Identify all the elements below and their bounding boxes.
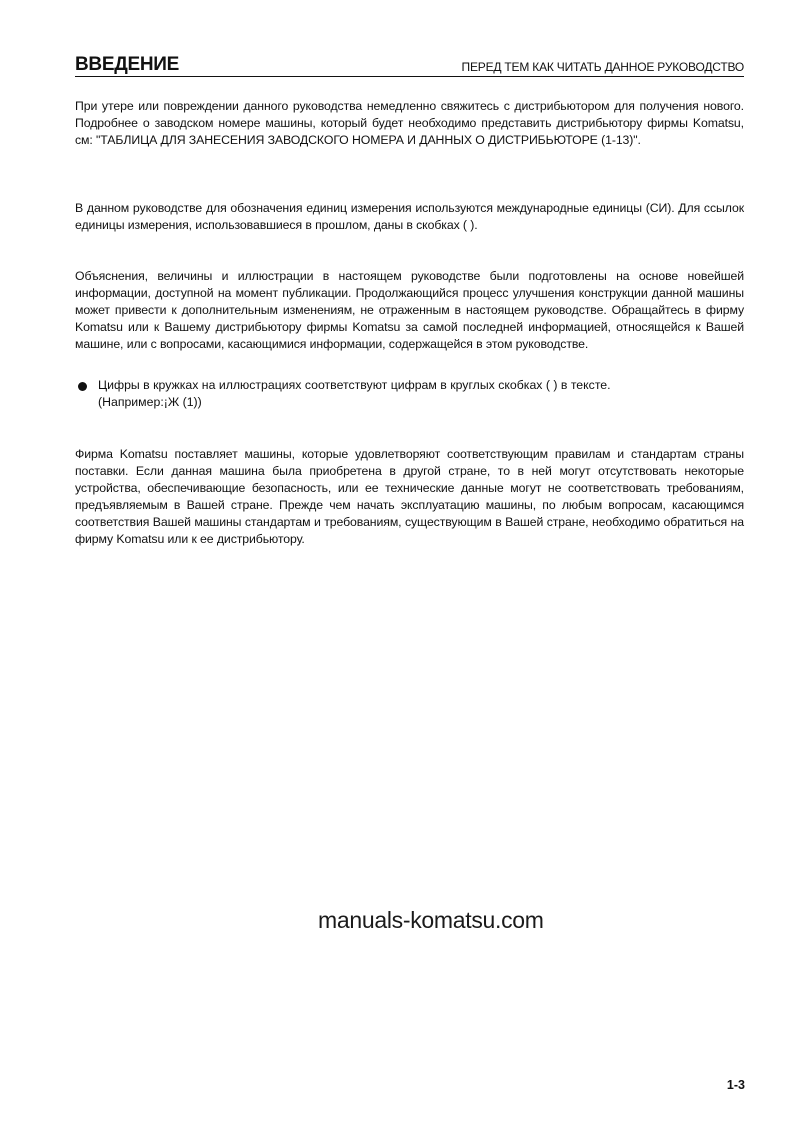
bullet-dot-icon <box>78 382 87 391</box>
page-number: 1-3 <box>726 1078 745 1092</box>
watermark: manuals-komatsu.com <box>318 907 544 933</box>
paragraph-information-updates: Объяснения, величины и иллюстрации в настоящем руководстве были подготовлены на основе новейшей информации, доступной на момент публикации. Продолжающийся процесс улучшения конструкции данной машины может привести к дополнительным изменениям, не отраженным в настоящем руководстве. Обращайтесь в фирму Komatsu или к Вашему дистрибьютору фирмы Komatsu за самой последней информацией, относящейся к Вашей машине, или с вопросами, касающимися информации, содержащейся в этом руководстве. <box>75 269 744 351</box>
bullet-text <box>98 377 738 411</box>
bullet-line-2: (Например:¡Ж (1)) <box>98 395 202 409</box>
chapter-title: ВВЕДЕНИЕ <box>75 54 179 75</box>
paragraph-manual-loss: При утере или повреждении данного руководства немедленно свяжитесь с дистрибьютором для получения нового. Подробнее о заводском номере машины, который будет необходимо представить дистрибьютору фирмы Komatsu, см: "ТАБЛИЦА ДЛЯ ЗАНЕСЕНИЯ ЗАВОДСКОГО НОМЕРА И ДАННЫХ О ДИСТРИБЬЮТОРЕ (1-13)". <box>75 99 744 147</box>
paragraph-units: В данном руководстве для обозначения единиц измерения используются международные единицы (СИ). Для ссылок единицы измерения, использовавшиеся в прошлом, даны в скобках ( ). <box>75 201 744 232</box>
bullet-line-1: Цифры в кружках на иллюстрациях соответствуют цифрам в круглых скобках ( ) в тексте. <box>98 378 611 392</box>
paragraph-standards: Фирма Komatsu поставляет машины, которые удовлетворяют соответствующим правилам и стандартам страны поставки. Если данная машина была приобретена в другой стране, то в ней могут отсутствовать некоторые устройства, обеспечивающие безопасность, или ее технические данные могут не соответствовать требованиям, предъявляемым в Вашей стране. Прежде чем начать эксплуатацию машины, по любым вопросам, касающимся соответствия Вашей машины стандартам и требованиям, существующим в Вашей стране, необходимо обратиться на фирму Komatsu или к ее дистрибьютору. <box>75 447 744 546</box>
section-title: ПЕРЕД ТЕМ КАК ЧИТАТЬ ДАННОЕ РУКОВОДСТВО <box>461 60 744 74</box>
page-header <box>75 54 744 77</box>
